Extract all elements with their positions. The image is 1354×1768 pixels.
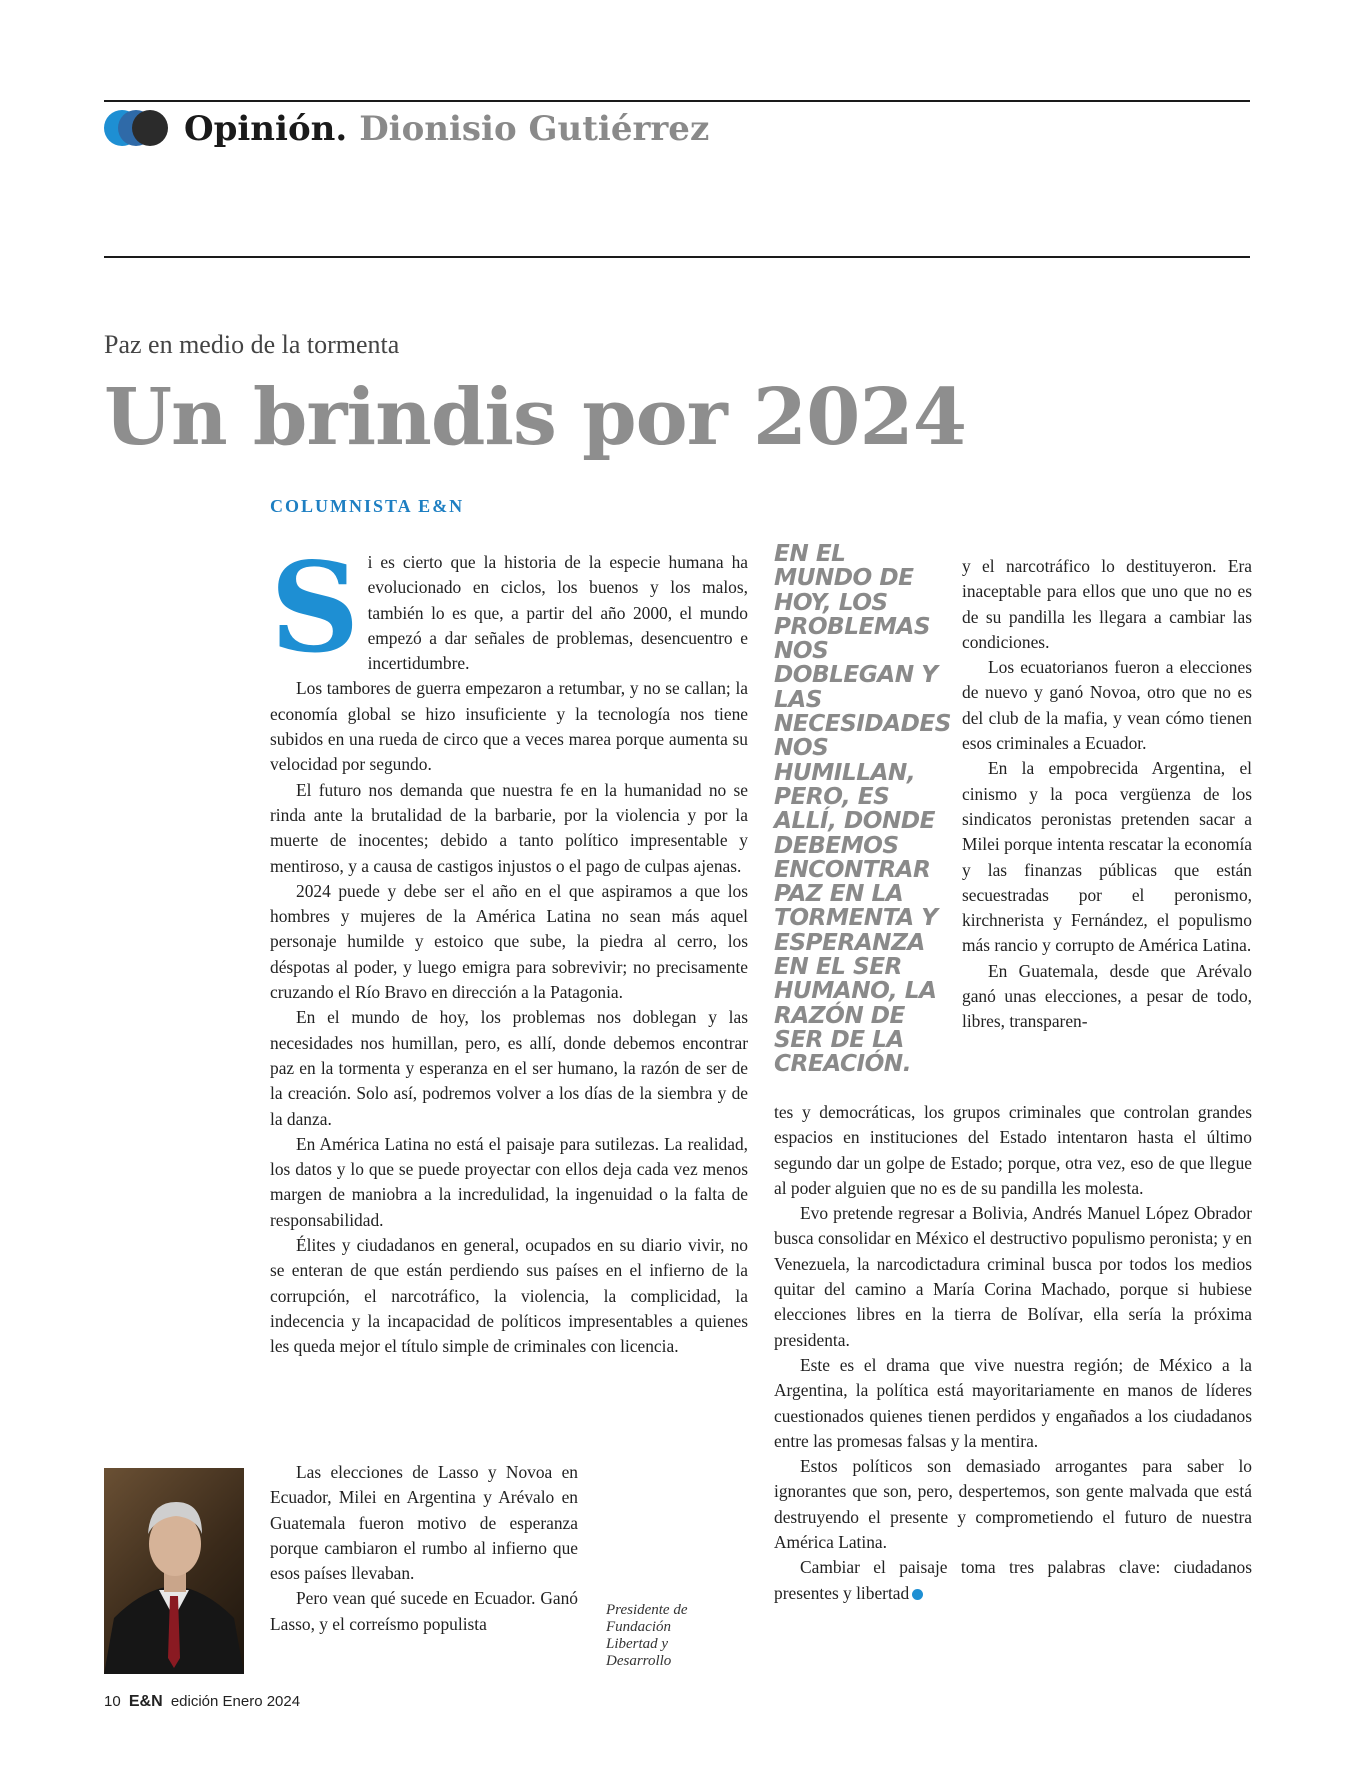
author-caption: Presidente de Fundación Libertad y Desarrollo	[606, 1602, 688, 1669]
section-title: Opinión.	[184, 109, 348, 149]
author-photo	[104, 1468, 244, 1674]
paragraph: Evo pretende regresar a Bolivia, Andrés Manuel López Obrador busca consolidar en México el destructivo populismo peronista; y en Venezuela, la narcodictadura criminal busca por todos los medios quitar del camino a María Corina Machado, porque si hubiese elecciones libres en la tierra de Bolívar, ella sería la próxima presidenta.	[774, 1203, 1252, 1350]
magazine-brand: E&N	[128, 1693, 163, 1710]
paragraph: Estos políticos son demasiado arrogantes para saber lo ignorantes que son, pero, despertemos, son gente malvada que está destruyendo el presente y comprometiendo el futuro de nuestra América Latina.	[774, 1456, 1252, 1553]
article-kicker: Paz en medio de la tormenta	[104, 330, 400, 359]
paragraph: El futuro nos demanda que nuestra fe en la humanidad no se rinda ante la brutalidad de la barbarie, por la violencia y por la muerte de inocentes; debido a tanto político impresentable y mentiroso, y a causa de castigos injustos o el pago de culpas ajenas.	[270, 779, 748, 876]
article-headline: Un brindis por 2024	[104, 372, 967, 463]
section-header	[104, 104, 709, 154]
body-column-3	[962, 554, 1252, 1035]
top-rule	[104, 100, 1250, 102]
paragraph: Élites y ciudadanos en general, ocupados en su diario vivir, no se enteran de que están perdiendo sus países en el infierno de la corrupción, el narcotráfico, la violencia, la complicidad, la indecencia y la incapacidad de políticos impresentables a quienes les queda mejor el título simple de criminales con licencia.	[270, 1235, 748, 1357]
paragraph: Los tambores de guerra empezaron a retumbar, y no se callan; la economía global se hizo insuficiente y la tecnología nos tiene subidos en una rueda de circo que a veces marea porque aumenta su velocidad por segundo.	[270, 678, 748, 775]
paragraph: i es cierto que la historia de la especie humana ha evolucionado en ciclos, los buenos y los malos, también lo es que, a partir del año 2000, el mundo empezó a dar señales de problemas, desencuentro e incertidumbre.	[367, 552, 748, 674]
paragraph: Este es el drama que vive nuestra región; de México a la Argentina, la política está mayoritariamente en manos de líderes cuestionados quienes tienen perdidos y engañados a los ciudadanos entre las promesas falsas y la mentira.	[774, 1354, 1252, 1451]
page-footer	[104, 1693, 300, 1711]
article-byline: COLUMNISTA E&N	[270, 496, 465, 516]
paragraph: En Guatemala, desde que Arévalo ganó unas elecciones, a pesar de todo, libres, transparen-	[962, 960, 1252, 1032]
page-number: 10	[104, 1693, 121, 1710]
circles-logo-icon	[104, 108, 172, 150]
paragraph: Los ecuatorianos fueron a elecciones de nuevo y ganó Novoa, otro que no es del club de la mafia, y vean cómo tienen esos criminales a Ecuador.	[962, 657, 1252, 754]
pull-quote: EN EL MUNDO DE HOY, LOS PROBLEMAS NOS DOBLEGAN Y LAS NECESIDADES NOS HUMILLAN, PERO, ES ALLÍ, DONDE DEBEMOS ENCONTRAR PAZ EN LA TORMENTA Y ESPERANZA EN EL SER HUMANO, LA RAZÓN DE SER DE LA CREACIÓN.	[774, 540, 951, 1078]
body-column-wide-bottom	[774, 1100, 1252, 1606]
body-column-1	[270, 536, 748, 1360]
body-column-1-bottom	[270, 1460, 578, 1637]
paragraph: En el mundo de hoy, los problemas nos doblegan y las necesidades nos humillan, pero, es allí, donde debemos encontrar paz en la tormenta y esperanza en el ser humano, la razón de ser de la creación. Solo así, podremos volver a los días de la siembra y de la danza.	[270, 1007, 748, 1129]
final-text: Cambiar el paisaje toma tres palabras clave: ciudadanos presentes y libertad	[774, 1557, 1252, 1603]
edition-label: edición Enero 2024	[170, 1693, 301, 1710]
paragraph: Pero vean qué sucede en Ecuador. Ganó Lasso, y el correísmo populista	[270, 1588, 578, 1634]
paragraph: 2024 puede y debe ser el año en el que aspiramos a que los hombres y mujeres de la América Latina no sean más aquel personaje humilde y estoico que sube, la piedra al cerro, los déspotas al poder, y luego emigra para sobrevivir; no precisamente cruzando el Río Bravo en dirección a la Patagonia.	[270, 880, 748, 1003]
drop-cap: S	[270, 536, 360, 681]
header-bottom-rule	[104, 256, 1250, 258]
end-mark-icon	[912, 1589, 923, 1600]
paragraph: En la empobrecida Argentina, el cinismo y la poca vergüenza de los sindicatos peronistas pretenden sacar a Milei porque intenta rescatar la economía y las finanzas públicas que están secuestradas por el peronismo, kirchnerista y Fernández, el populismo más rancio y corrupto de América Latina.	[962, 758, 1252, 956]
paragraph: Las elecciones de Lasso y Novoa en Ecuador, Milei en Argentina y Arévalo en Guatemala fueron motivo de esperanza porque cambiaron el rumbo al infierno que esos países llevaban.	[270, 1462, 578, 1584]
paragraph: En América Latina no está el paisaje para sutilezas. La realidad, los datos y lo que se puede proyectar con ellos deja cada vez menos margen de maniobra a la incredulidad, la ingenuidad o la falta de responsabilidad.	[270, 1133, 748, 1230]
paragraph-final	[774, 1555, 1252, 1606]
paragraph: tes y democráticas, los grupos criminales que controlan grandes espacios en instituciones del Estado intentaron hasta el último segundo dar un golpe de Estado; porque, otra vez, eso de que llegue al poder alguien que no es de su pandilla les molesta.	[774, 1102, 1252, 1198]
paragraph: y el narcotráfico lo destituyeron. Era inaceptable para ellos que uno que no es de su pandilla les llegara a cambiar las condiciones.	[962, 556, 1252, 652]
columnist-name: Dionisio Gutiérrez	[359, 109, 710, 149]
